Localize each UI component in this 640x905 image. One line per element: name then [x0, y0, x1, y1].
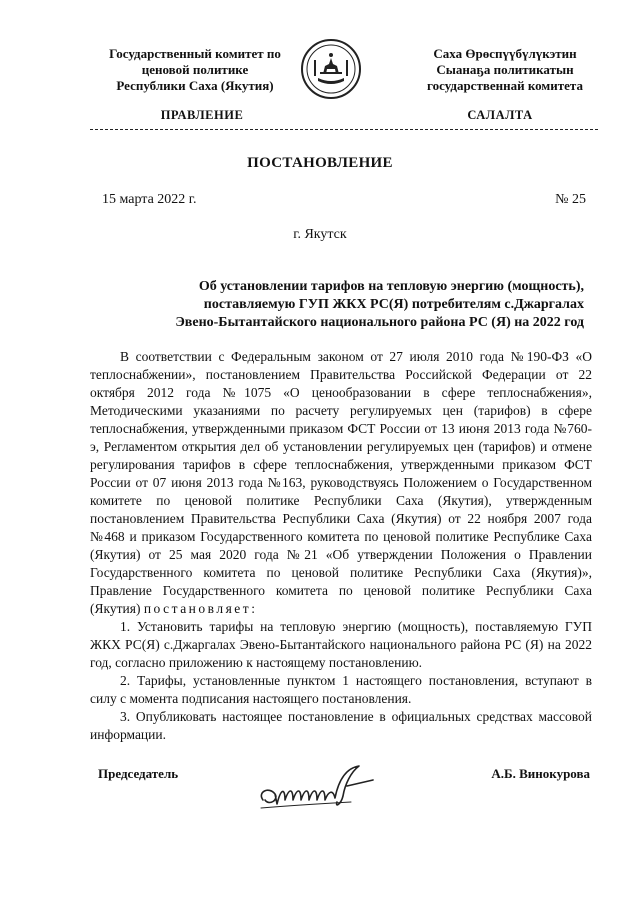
header-left-org — [80, 46, 310, 94]
header-left-subtitle: ПРАВЛЕНИЕ — [160, 108, 244, 122]
header-right-line-2: Сыанаҕа политикатын — [436, 62, 574, 77]
body-preamble — [90, 348, 592, 618]
document-title: ПОСТАНОВЛЕНИЕ — [247, 155, 393, 171]
subject-line-1: Об установлении тарифов на тепловую энергию (мощность), — [198, 279, 584, 294]
header-right-line-1: Саха Өрөспүүбүлүкэтин — [433, 46, 577, 61]
body-item-1: 1. Установить тарифы на тепловую энергию (мощность), поставляемую ГУП ЖКХ РС(Я) с.Джаргалах Эвено-Бытантайского национального района РС (Я) на 2022 год, согласно приложению к настоящему постановлению. — [90, 619, 592, 670]
document-number: № 25 — [555, 192, 586, 207]
resolves-word: постановляет: — [143, 601, 258, 616]
coat-of-arms-icon — [300, 38, 362, 100]
signatory-name: А.Б. Винокурова — [491, 766, 590, 781]
preamble-text: В соответствии с Федеральным законом от 27 июля 2010 года №190-ФЗ «О теплоснабжении», постановлением Правительства Российской Федерации от 22 октября 2012 года №1075 «О ценообразовании в сфере теплоснабжения», Методическими указаниями по расчету регулируемых цен (тарифов) в сфере теплоснабжения, утвержденными приказом ФСТ России от 13 июня 2013 года №760-э, Регламентом открытия дел об установлении регулируемых цен (тарифов) и отмене регулирования тарифов в сфере теплоснабжения, утвержденными приказом ФСТ России от 07 июня 2013 года №163, руководствуясь Положением о Государственном комитете по ценовой политике Республики Саха (Якутия), утвержденным постановлением Правительства Республики Саха (Якутия) от 22 ноября 2007 года №468 и приказом Государственного комитета по ценовой политике Республике Саха (Якутия) от 25 мая 2020 года №21 «Об утверждении Положения о Правлении Государственного комитета по ценовой политике Республики Саха (Якутия)», Правление Государственного комитета по ценовой политике Республики Саха (Якутия) — [90, 349, 592, 616]
body-item-2: 2. Тарифы, установленные пунктом 1 настоящего постановления, вступают в силу с момента подписания настоящего постановления. — [90, 673, 592, 706]
header-right-line-3: государственнай комитета — [427, 78, 583, 93]
document-body — [90, 348, 592, 744]
header-divider — [90, 129, 598, 130]
signatory-role: Председатель — [98, 766, 179, 781]
header-right-subtitle: САЛАЛТА — [467, 108, 533, 122]
subject-line-2: поставляемую ГУП ЖКХ РС(Я) потребителям с.Джаргалах — [203, 297, 584, 312]
header-left-line-1: Государственный комитет по — [109, 46, 281, 61]
handwritten-signature — [255, 758, 385, 818]
document-subject — [104, 278, 584, 332]
body-item-3: 3. Опубликовать настоящее постановление в официальных средствах массовой информации. — [90, 709, 592, 742]
header-left-line-2: ценовой политике — [141, 62, 249, 77]
header-left-line-3: Республики Саха (Якутия) — [116, 78, 274, 93]
document-date: 15 марта 2022 г. — [102, 192, 197, 207]
document-city: г. Якутск — [293, 227, 347, 242]
header-right-org — [390, 46, 620, 94]
subject-line-3: Эвено-Бытантайского национального района РС (Я) на 2022 год — [175, 315, 584, 330]
